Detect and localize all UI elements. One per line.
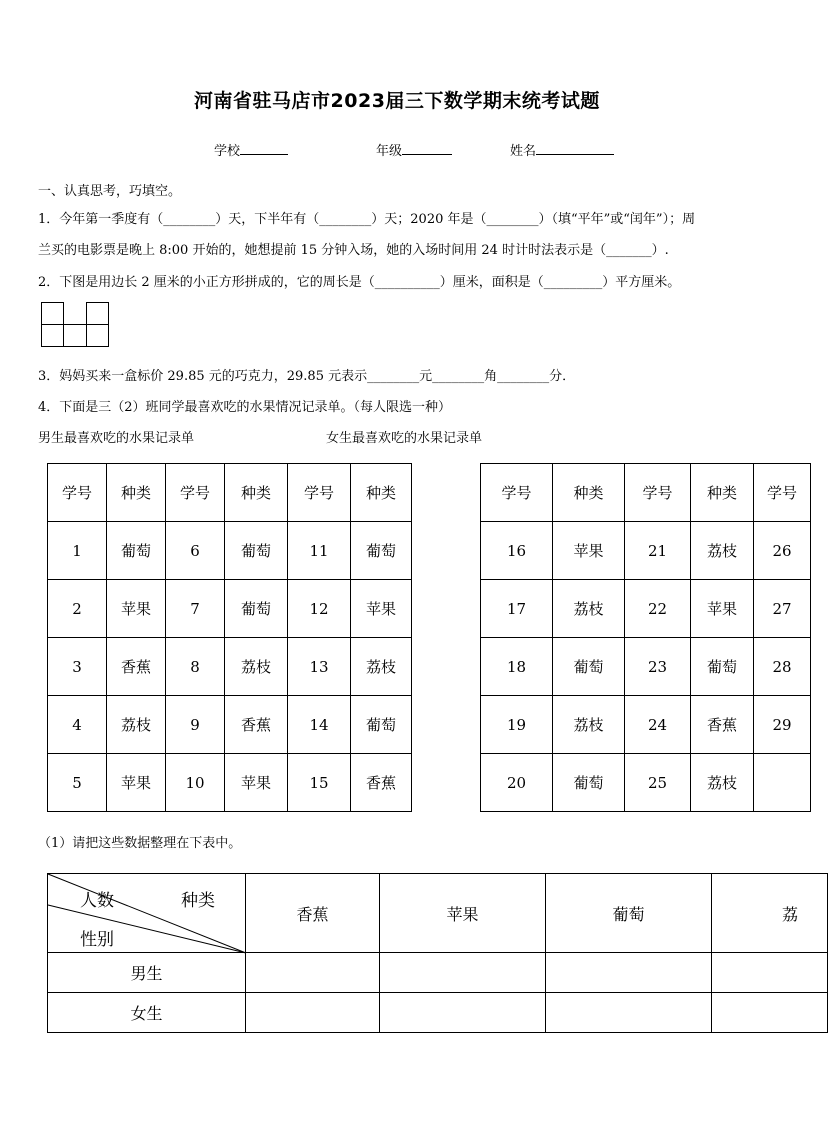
table-row [48,953,828,993]
name-field[interactable] [510,140,614,159]
table-cell: 14 [288,696,351,754]
table-cell: 荔枝 [351,638,412,696]
table-cell: 25 [625,754,691,812]
table-cell: 学号 [481,464,553,522]
table-cell: 苹果 [691,580,754,638]
table-cell: 种类 [691,464,754,522]
question-1-line-1: 1．今年第一季度有（________）天，下半年有（________）天；2020 年是（________）（填“平年”或“闰年”）；周 [38,212,696,227]
table-header-row [48,874,828,953]
table-cell: 荔枝 [691,522,754,580]
table-cell: 8 [166,638,225,696]
table-cell: 葡萄 [225,522,288,580]
table-cell: 荔枝 [553,696,625,754]
table-cell: 学号 [754,464,811,522]
table-row [48,696,412,754]
table-cell: 21 [625,522,691,580]
table-row [48,522,412,580]
table-cell: 荔枝 [225,638,288,696]
table-cell: 1 [48,522,107,580]
table-row [481,580,811,638]
answer-cell[interactable] [246,953,380,993]
table-cell: 12 [288,580,351,638]
girls-record-table [480,463,811,812]
table-cell: 种类 [225,464,288,522]
section-heading: 一、认真思考，巧填空。 [38,184,182,199]
column-header: 荔 [712,874,828,953]
grade-label: 年级 [376,144,403,159]
table-cell: 葡萄 [225,580,288,638]
table-cell: 29 [754,696,811,754]
table-cell: 3 [48,638,107,696]
table-row [481,754,811,812]
table-row [48,754,412,812]
row-header: 男生 [48,953,246,993]
question-3: 3．妈妈买来一盒标价 29.85 元的巧克力，29.85 元表示________元________角________分． [38,369,576,384]
table-cell: 19 [481,696,553,754]
table-cell: 葡萄 [351,696,412,754]
boys-table-caption: 男生最喜欢吃的水果记录单 [38,431,195,446]
table-cell: 5 [48,754,107,812]
table-cell: 13 [288,638,351,696]
table-row [481,696,811,754]
corner-label-gender: 性别 [80,930,114,950]
boys-record-table [47,463,412,812]
table-row [481,638,811,696]
diagonal-header-cell [48,874,246,953]
table-cell: 种类 [553,464,625,522]
table-cell: 6 [166,522,225,580]
school-field[interactable] [214,140,288,159]
question-2: 2．下图是用边长 2 厘米的小正方形拼成的，它的周长是（__________）厘米，面积是（_________）平方厘米。 [38,275,681,290]
table-cell: 荔枝 [691,754,754,812]
table-cell: 葡萄 [107,522,166,580]
table-row [48,638,412,696]
question-1-line-2: 兰买的电影票是晚上 8:00 开始的，她想提前 15 分钟入场，她的入场时间用 24 时计时法表示是（_______）. [38,243,669,258]
answer-cell[interactable] [380,953,546,993]
corner-label-count: 人数 [80,891,114,911]
table-cell: 香蕉 [351,754,412,812]
table-cell: 葡萄 [691,638,754,696]
grade-field[interactable] [376,140,452,159]
table-cell: 18 [481,638,553,696]
table-row [481,464,811,522]
table-cell: 7 [166,580,225,638]
summary-table [47,873,828,1033]
table-cell [754,754,811,812]
answer-cell[interactable] [712,993,828,1033]
table-cell: 27 [754,580,811,638]
table-cell: 香蕉 [107,638,166,696]
table-cell: 苹果 [107,754,166,812]
table-cell: 22 [625,580,691,638]
table-cell: 10 [166,754,225,812]
table-cell: 学号 [288,464,351,522]
table-cell: 17 [481,580,553,638]
column-header: 葡萄 [546,874,712,953]
answer-cell[interactable] [712,953,828,993]
table-cell: 荔枝 [553,580,625,638]
answer-cell[interactable] [380,993,546,1033]
corner-label-type: 种类 [181,891,215,911]
name-label: 姓名 [510,144,537,159]
school-label: 学校 [214,144,241,159]
table-cell: 9 [166,696,225,754]
row-header: 女生 [48,993,246,1033]
table-cell: 学号 [625,464,691,522]
table-cell: 26 [754,522,811,580]
table-row [48,993,828,1033]
table-row [481,522,811,580]
answer-cell[interactable] [546,993,712,1033]
page-title: 河南省驻马店市2023届三下数学期末统考试题 [194,90,600,112]
table-cell: 种类 [107,464,166,522]
column-header: 苹果 [380,874,546,953]
table-row [48,580,412,638]
table-cell: 荔枝 [107,696,166,754]
table-cell: 20 [481,754,553,812]
table-cell: 4 [48,696,107,754]
table-cell: 23 [625,638,691,696]
table-cell: 种类 [351,464,412,522]
table-cell: 苹果 [351,580,412,638]
table-cell: 香蕉 [225,696,288,754]
table-cell: 学号 [166,464,225,522]
girls-table-caption: 女生最喜欢吃的水果记录单 [326,431,483,446]
table-cell: 葡萄 [351,522,412,580]
answer-cell[interactable] [546,953,712,993]
table-cell: 2 [48,580,107,638]
table-row [48,464,412,522]
column-header: 香蕉 [246,874,380,953]
table-cell: 24 [625,696,691,754]
table-cell: 11 [288,522,351,580]
diagonal-lines [48,874,246,953]
table-cell: 16 [481,522,553,580]
table-cell: 香蕉 [691,696,754,754]
table-cell: 葡萄 [553,638,625,696]
question-4: 4．下面是三（2）班同学最喜欢吃的水果情况记录单。（每人限选一种） [38,400,452,415]
table-cell: 学号 [48,464,107,522]
table-cell: 苹果 [225,754,288,812]
table-cell: 苹果 [107,580,166,638]
table-cell: 28 [754,638,811,696]
table-cell: 15 [288,754,351,812]
sub-question-1: （1）请把这些数据整理在下表中。 [38,836,242,851]
table-cell: 葡萄 [553,754,625,812]
answer-cell[interactable] [246,993,380,1033]
table-cell: 苹果 [553,522,625,580]
